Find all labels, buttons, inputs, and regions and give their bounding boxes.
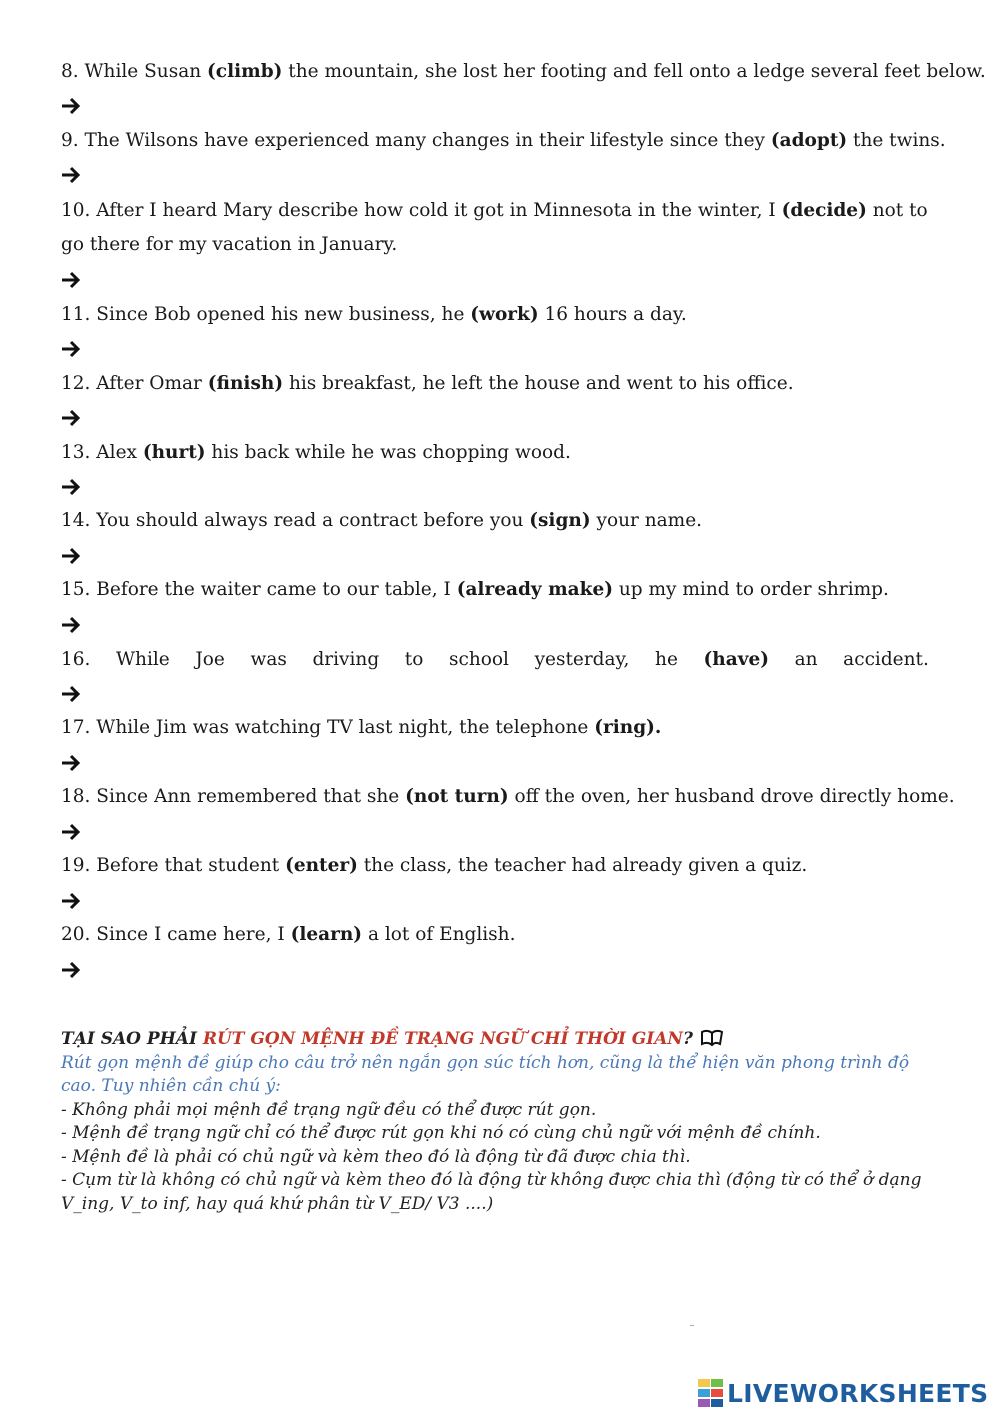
question-number: 11. — [61, 304, 91, 325]
question-text: Before the waiter came to our table, I — [90, 579, 457, 600]
question-text: Alex — [90, 442, 143, 463]
question-12 — [61, 367, 929, 401]
question-text: his back while he was chopping wood. — [205, 442, 571, 463]
verb-prompt: (not turn) — [405, 786, 509, 807]
question-text: You should always read a contract before you — [90, 510, 530, 531]
logo-mark-icon — [698, 1379, 724, 1407]
answer-arrow-icon — [60, 477, 84, 497]
question-number: 18. — [61, 786, 91, 807]
question-17 — [61, 711, 929, 745]
question-19 — [61, 849, 929, 883]
question-14 — [61, 504, 929, 538]
question-number: 17. — [61, 717, 91, 738]
verb-prompt: (already make) — [456, 579, 613, 600]
note-point: - Mệnh đề là phải có chủ ngữ và kèm theo đó là động từ đã được chia thì. — [61, 1146, 691, 1167]
question-13 — [61, 436, 929, 470]
question-number: 9. — [61, 130, 79, 151]
question-number: 10. — [61, 200, 91, 221]
question-text: 16 hours a day. — [538, 304, 687, 325]
note-point: - Không phải mọi mệnh đề trạng ngữ đều có thể được rút gọn. — [61, 1099, 597, 1120]
question-number: 12. — [61, 373, 91, 394]
question-word: driving — [312, 649, 380, 670]
question-text: The Wilsons have experienced many changes in their lifestyle since they — [78, 130, 771, 151]
question-number: 8. — [61, 61, 79, 82]
question-text: Since Ann remembered that she — [90, 786, 406, 807]
note-point: - Cụm từ là không có chủ ngữ và kèm theo đó là động từ không được chia thì (động từ có thể ở dạng V_ing, V_to inf, hay quá khứ phân từ V_ED/ V3 ....) — [61, 1170, 922, 1214]
note-intro: Rút gọn mệnh đề giúp cho câu trở nên ngắn gọn súc tích hơn, cũng là thể hiện văn phong trình độ cao. Tuy nhiên cần chú ý: — [61, 1052, 910, 1096]
question-word: school — [448, 649, 509, 670]
note-title: TẠI SAO PHẢI RÚT GỌN MỆNH ĐỀ TRẠNG NGỮ CHỈ THỜI GIAN? — [61, 1028, 929, 1052]
grammar-note — [61, 1028, 929, 1216]
question-text: Since Bob opened his new business, he — [90, 304, 471, 325]
verb-prompt: (sign) — [529, 510, 591, 531]
answer-arrow-icon — [60, 615, 84, 635]
question-text: the mountain, she lost her footing and fell onto a ledge several feet below. — [282, 61, 986, 82]
question-11 — [61, 298, 929, 332]
question-number: 14. — [61, 510, 91, 531]
verb-prompt: (work) — [470, 304, 539, 325]
question-text: After Omar — [90, 373, 208, 394]
verb-prompt: (learn) — [290, 924, 363, 945]
verb-prompt: (adopt) — [770, 130, 848, 151]
answer-arrow-icon — [60, 270, 84, 290]
question-9 — [61, 124, 946, 158]
verb-prompt: (finish) — [207, 373, 284, 394]
answer-arrow-icon — [60, 339, 84, 359]
question-number: 16. — [61, 649, 91, 670]
answer-arrow-icon — [60, 684, 84, 704]
answer-arrow-icon — [60, 546, 84, 566]
question-word: yesterday, — [534, 649, 630, 670]
question-word: he — [655, 649, 678, 670]
answer-arrow-icon — [60, 165, 84, 185]
question-word: accident. — [843, 649, 929, 670]
question-text: a lot of English. — [362, 924, 516, 945]
question-18 — [61, 780, 955, 814]
verb-prompt: (ring). — [594, 717, 662, 738]
verb-prompt: (climb) — [207, 61, 283, 82]
answer-arrow-icon — [60, 408, 84, 428]
liveworksheets-logo — [698, 1378, 988, 1408]
question-text: your name. — [590, 510, 703, 531]
answer-arrow-icon — [60, 822, 84, 842]
question-15 — [61, 573, 929, 607]
question-text: While Susan — [78, 61, 208, 82]
verb-prompt: (have) — [703, 649, 769, 670]
question-number: 19. — [61, 855, 91, 876]
question-text: the class, the teacher had already given a quiz. — [357, 855, 808, 876]
question-16 — [61, 643, 929, 677]
note-point: - Mệnh đề trạng ngữ chỉ có thể được rút gọn khi nó có cùng chủ ngữ với mệnh đề chính. — [61, 1123, 821, 1143]
question-number: 15. — [61, 579, 91, 600]
answer-arrow-icon — [60, 960, 84, 980]
question-word: was — [250, 649, 287, 670]
question-text: his breakfast, he left the house and went to his office. — [283, 373, 794, 394]
logo-text: LIVEWORKSHEETS — [727, 1378, 989, 1408]
question-number: 20. — [61, 924, 91, 945]
book-icon — [699, 1029, 725, 1047]
verb-prompt: (enter) — [285, 855, 358, 876]
question-text: After I heard Mary describe how cold it got in Minnesota in the winter, I — [90, 200, 782, 221]
question-text: Since I came here, I — [90, 924, 291, 945]
question-text: While Jim was watching TV last night, the telephone — [90, 717, 595, 738]
question-word: to — [404, 649, 424, 670]
answer-arrow-icon — [60, 753, 84, 773]
question-text: off the oven, her husband drove directly home. — [508, 786, 955, 807]
verb-prompt: (hurt) — [142, 442, 206, 463]
question-text: the twins. — [847, 130, 946, 151]
question-8 — [61, 55, 986, 89]
question-word: an — [794, 649, 818, 670]
verb-prompt: (decide) — [781, 200, 867, 221]
question-word: Joe — [195, 649, 225, 670]
decorative-dash — [690, 1325, 694, 1326]
question-text: not to go there for my vacation in January. — [61, 200, 928, 255]
question-10 — [61, 194, 929, 262]
answer-arrow-icon — [60, 96, 84, 116]
answer-arrow-icon — [60, 891, 84, 911]
question-word: While — [116, 649, 170, 670]
question-number: 13. — [61, 442, 91, 463]
question-text: Before that student — [90, 855, 286, 876]
question-text: up my mind to order shrimp. — [613, 579, 889, 600]
note-title-highlight: RÚT GỌN MỆNH ĐỀ TRẠNG NGỮ CHỈ THỜI GIAN — [202, 1029, 683, 1049]
question-20 — [61, 918, 929, 952]
